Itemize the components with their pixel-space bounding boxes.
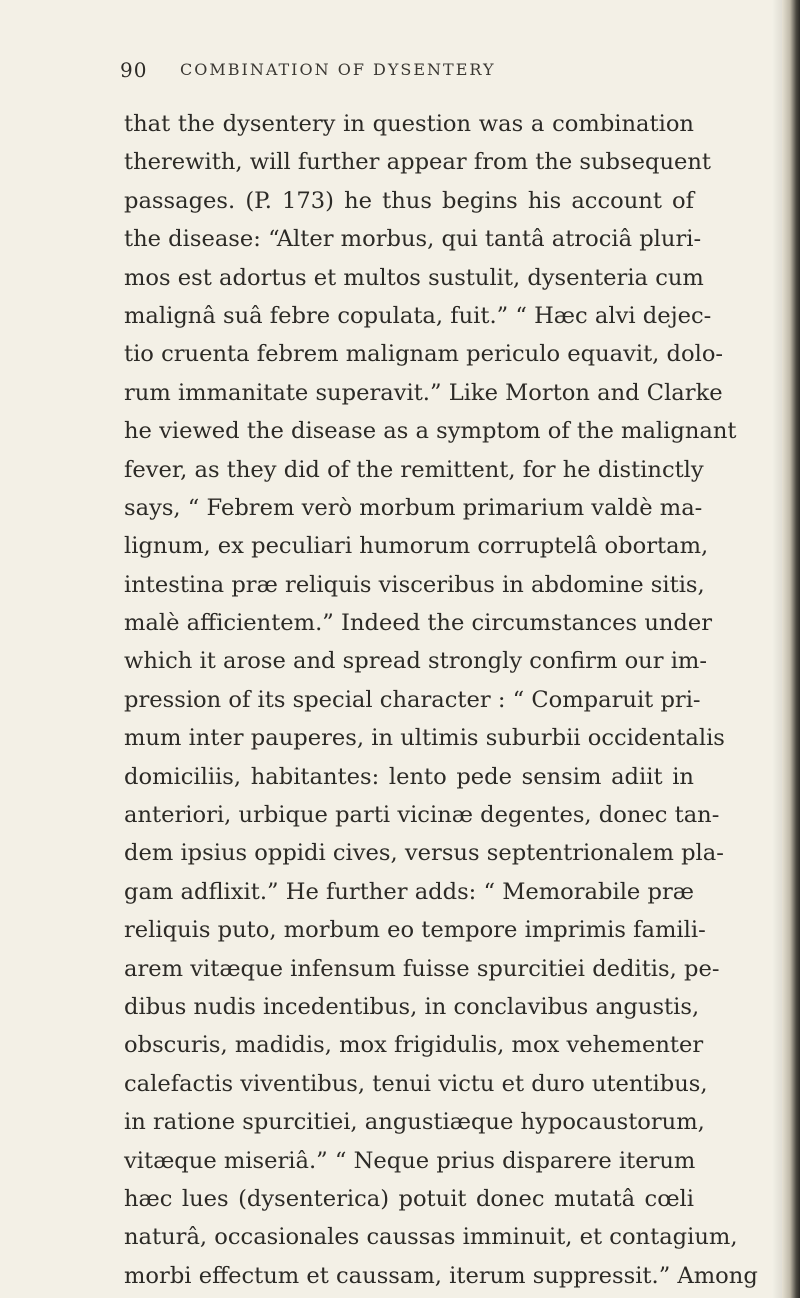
text-line: arem vitæque infensum fuisse spurcitiei deditis, pe- <box>124 955 720 982</box>
text-line: anteriori, urbique parti vicinæ degentes, donec tan- <box>124 802 720 829</box>
text-line: pression of its special character : “ Comparuit pri- <box>124 686 701 713</box>
text-line: mos est adortus et multos sustulit, dysenteria cum <box>124 264 704 291</box>
text-line: passages. (P. 173) he thus begins his account of <box>124 187 694 214</box>
text-line: hæc lues (dysenterica) potuit donec mutatâ cœli <box>124 1185 694 1212</box>
text-line: malignâ suâ febre copulata, fuit.” “ Hæc alvi dejec- <box>124 302 712 329</box>
text-line: says, “ Febrem verò morbum primarium valdè ma- <box>124 494 703 521</box>
text-line: dibus nudis incedentibus, in conclavibus angustis, <box>124 993 700 1020</box>
text-line: rum immanitate superavit.” Like Morton and Clarke <box>124 379 723 406</box>
page-edge <box>782 0 800 1298</box>
text-line: malè afficientem.” Indeed the circumstances under <box>124 610 713 637</box>
page-header <box>120 58 720 88</box>
text-line: fever, as they did of the remittent, for he distinctly <box>124 456 704 483</box>
text-line: that the dysentery in question was a combination <box>124 111 694 137</box>
text-line: in ratione spurcitiei, angustiæque hypocaustorum, <box>124 1109 705 1136</box>
text-line: he viewed the disease as a symptom of the malignant <box>124 418 737 445</box>
text-line: domiciliis, habitantes: lento pede sensim adiit in <box>124 763 694 790</box>
text-line: reliquis puto, morbum eo tempore imprimis famili- <box>124 917 706 944</box>
text-line: mum inter pauperes, in ultimis suburbii occidentalis <box>124 725 725 752</box>
body-text <box>124 105 758 1295</box>
text-line: the disease: “Alter morbus, qui tantâ atrociâ pluri- <box>124 226 702 253</box>
running-head: COMBINATION OF DYSENTERY <box>180 60 496 79</box>
text-line: intestina præ reliquis visceribus in abdomine sitis, <box>124 571 705 598</box>
text-line: calefactis viventibus, tenui victu et duro utentibus, <box>124 1070 708 1097</box>
text-line: which it arose and spread strongly confirm our im- <box>124 648 707 675</box>
text-line: gam adflixit.” He further adds: “ Memorabile præ <box>124 878 694 905</box>
text-line: morbi effectum et caussam, iterum suppressit.” Among <box>124 1262 758 1289</box>
page-number: 90 <box>120 58 148 82</box>
text-line: vitæque miseriâ.” “ Neque prius disparere iterum <box>124 1147 696 1174</box>
text-line: therewith, will further appear from the subsequent <box>124 149 711 176</box>
text-line: lignum, ex peculiari humorum corruptelâ obortam, <box>124 533 709 560</box>
text-line: naturâ, occasionales caussas imminuit, et contagium, <box>124 1224 738 1251</box>
page-gutter-shadow <box>772 0 782 1298</box>
text-line: dem ipsius oppidi cives, versus septentrionalem pla- <box>124 840 724 867</box>
text-line: tio cruenta febrem malignam periculo equavit, dolo- <box>124 341 724 368</box>
text-line: obscuris, madidis, mox frigidulis, mox vehementer <box>124 1032 704 1059</box>
